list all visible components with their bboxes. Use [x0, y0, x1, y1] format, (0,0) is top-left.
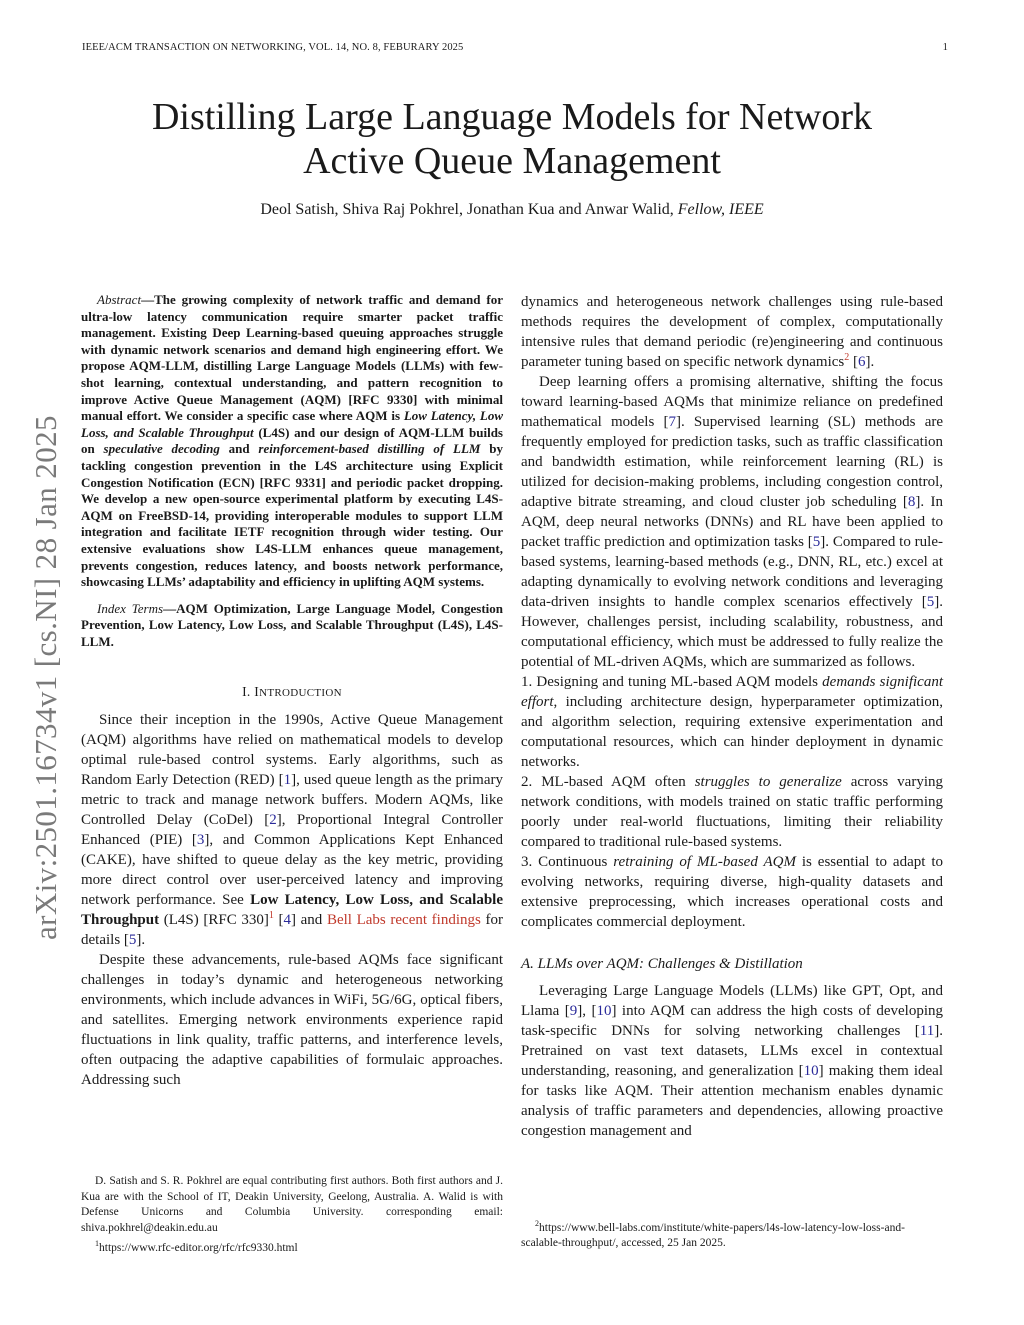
- citation-link[interactable]: 11: [919, 1023, 935, 1039]
- arxiv-identifier: arXiv:2501.16734v1 [cs.NI] 28 Jan 2025: [28, 415, 63, 940]
- citation-link[interactable]: 8: [907, 494, 916, 510]
- author-list: [60, 201, 964, 219]
- index-terms-label: Index Terms: [97, 600, 164, 616]
- footnote-marker[interactable]: 2: [844, 352, 850, 363]
- paragraph-text: ]. In AQM, deep neural networks (DNNs) and RL have been applied to packet traffic prediction and optimization tasks [: [521, 494, 943, 550]
- section-numeral: I. I: [242, 684, 260, 700]
- footnote-url[interactable]: https://www.rfc-editor.org/rfc/rfc9330.html: [99, 1241, 298, 1254]
- paragraph-text: ], and Common Applications Kept Enhanced (CAKE), have shifted to queue delay as the key metric, providing more direct control over user-perceived latency and improving network performance. See: [81, 832, 503, 909]
- title-line-2: Active Queue Management: [303, 140, 721, 182]
- citation-link[interactable]: 7: [668, 414, 676, 430]
- citation-link[interactable]: 9: [569, 1003, 578, 1019]
- citation-link[interactable]: 10: [803, 1063, 819, 1079]
- right-footnotes: [521, 1216, 943, 1252]
- paragraph-text: (L4S) [RFC 330]: [159, 912, 269, 929]
- citation-link[interactable]: 3: [196, 832, 205, 849]
- right-paragraph-1: [521, 292, 943, 372]
- paragraph-text: ], [: [577, 1003, 597, 1019]
- left-column: [81, 292, 503, 1090]
- paragraph-text: Deep learning offers a promising alternative, shifting the focus toward learning-based AQMs that minimize reliance on predefined mathematical models [: [521, 374, 943, 430]
- index-terms: [81, 601, 503, 651]
- footnote-url[interactable]: https://www.bell-labs.com/institute/white-papers/l4s-low-latency-low-loss-and-scalable-throughput/, accessed, 25 Jan 2025.: [521, 1221, 905, 1250]
- list-text: 1. Designing and tuning ML-based AQM models: [521, 674, 823, 690]
- list-text: 3. Continuous: [521, 854, 614, 870]
- running-title: IEEE/ACM TRANSACTION ON NETWORKING, VOL. 14, NO. 8, FEBURARY 2025: [82, 42, 464, 53]
- intro-paragraph-1: [81, 710, 503, 950]
- list-text: is essential to adapt to evolving networks, requiring diverse, high-quality datasets and extensive preprocessing, which increases operational costs and complicates commercial deployment.: [521, 854, 943, 930]
- paragraph-text: ]. However, challenges persist, including scalability, robustness, and computational efficiency, which must be addressed to fully realize the potential of ML-driven AQMs, which are summarized as follows.: [521, 594, 943, 670]
- paragraph-text: ], Proportional Integral Controller Enhanced (PIE) [: [81, 812, 503, 849]
- abstract-emphasis: speculative decoding: [103, 441, 220, 457]
- footnote-number: 1: [95, 1239, 99, 1248]
- paragraph-text: ], used queue length as the primary metric to track and manage network buffers. Modern AQMs, like Controlled Delay (CoDel) [: [81, 772, 503, 829]
- index-terms-text: —AQM Optimization, Large Language Model, Congestion Prevention, Low Latency, Low Loss, and Scalable Throughput (L4S), L4S-LLM.: [81, 600, 503, 649]
- intro-paragraph-2: Despite these advancements, rule-based AQMs face significant challenges in today’s dynamic and heterogeneous networking environments, which include advances in WiFi, 5G/6G, optical fibers, and satellites. Emerging network environments experience rapid fluctuations in link quality, traffic patterns, and interference levels, often outpacing the adaptive capabilities of formulaic approaches. Addressing such: [81, 952, 503, 1089]
- paragraph-text: [: [849, 354, 858, 370]
- paragraph-text: ]. Pretrained on vast text datasets, LLMs excel in contextual understanding, reasoning, and generalization [: [521, 1023, 943, 1079]
- paragraph-text: ] and: [291, 912, 327, 929]
- list-text: 2. ML-based AQM often: [521, 774, 695, 790]
- challenge-item-3: [521, 852, 943, 932]
- abstract-text: by tackling congestion prevention in the L4S architecture using Explicit Congestion Notification (ECN) [RFC 9331] and periodic packet dropping. We develop a new open-source experimental platform by executing L4S-AQM on FreeBSD-14, providing interoperable modules to support LLM integration and facilitate IETF recognition through wider testing. Our extensive evaluations show L4S-LLM enhances queue management, prevents congestion, reduces latency, and boosts network performance, showcasing LLMs’ adaptability and efficiency in uplifting AQM systems.: [81, 441, 503, 590]
- citation-link[interactable]: 6: [857, 354, 866, 370]
- paragraph-text: for details [: [81, 912, 503, 949]
- citation-link[interactable]: 1: [283, 772, 292, 789]
- abstract-text: —The growing complexity of network traffic and demand for ultra-low latency communication require smarter packet traffic management. Existing Deep Learning-based queuing approaches struggle with dynamic network scenarios and demand high engineering effort. We propose AQM-LLM, distilling Large Language Models (LLMs) with few-shot learning, contextual understanding, and pattern recognition to improve Active Queue Management (AQM) [RFC 9330] with minimal manual effort. We consider a specific case where AQM is: [81, 292, 503, 424]
- section-heading-introduction: [81, 684, 503, 700]
- citation-link[interactable]: 4: [283, 912, 292, 929]
- abstract-text: and: [219, 441, 259, 457]
- paragraph-text: ] into AQM can address the high costs of developing task-specific DNNs for solving networking challenges [: [521, 1003, 943, 1039]
- paragraph-text: ].: [136, 932, 146, 949]
- paper-title: [60, 95, 964, 183]
- abstract-text: (L4S) and our design of AQM-LLM builds on: [81, 424, 503, 457]
- footnote-1: [81, 1236, 503, 1256]
- bell-labs-link[interactable]: Bell Labs recent findings: [326, 912, 481, 929]
- citation-link[interactable]: 10: [596, 1003, 612, 1019]
- paragraph-text: ]. Supervised learning (SL) methods are frequently employed for prediction tasks, such as traffic classification and bandwidth estimation, while reinforcement learning (RL) is utilized for decision-making problems, including congestion control, adaptive bitrate streaming, and cloud cluster job scheduling [: [521, 414, 944, 510]
- challenge-item-1: [521, 672, 943, 772]
- list-emphasis: struggles to generalize: [694, 774, 842, 790]
- author-footnotes: [81, 1174, 503, 1256]
- paragraph-text: dynamics and heterogeneous network challenges using rule-based methods requires the development of complex, computationally intensive rules that demand periodic (re)engineering and continuous parameter tuning based on specific network dynamics: [521, 294, 943, 370]
- author-names: Deol Satish, Shiva Raj Pokhrel, Jonathan Kua and Anwar Walid,: [260, 201, 674, 218]
- paragraph-text: ].: [865, 354, 875, 370]
- footnote-2: [521, 1216, 943, 1252]
- abstract-label: Abstract: [97, 292, 142, 307]
- list-text: across varying network conditions, with models trained on static traffic performing poorly under real-world fluctuations, limiting their reliability compared to traditional rule-based systems.: [521, 774, 943, 850]
- list-emphasis: demands significant effort: [521, 674, 943, 710]
- paragraph-text: [: [273, 912, 284, 929]
- right-paragraph-3: [521, 981, 943, 1141]
- section-title: NTRODUCTION: [259, 687, 342, 700]
- subsection-heading: A. LLMs over AQM: Challenges & Distillation: [521, 956, 803, 972]
- abstract-emphasis: reinforcement-based distilling of LLM: [258, 441, 481, 457]
- author-affiliation-note: D. Satish and S. R. Pokhrel are equal contributing first authors. Both first authors and J. Kua are with the School of IT, Deakin University, Geelong, Australia. A. Walid is with Defense Unicorns and Columbia University. corresponding email: shiva.pokhrel@deakin.edu.au: [81, 1175, 503, 1234]
- paragraph-text: Since their inception in the 1990s, Active Queue Management (AQM) algorithms have relied on mathematical models to develop optimal rule-based control systems. Early algorithms, such as Random Early Detection (RED) [: [81, 712, 503, 789]
- paragraph-text: Leveraging Large Language Models (LLMs) like GPT, Opt, and Llama [: [521, 983, 943, 1019]
- right-paragraph-2: [521, 372, 943, 672]
- footnote-number: 2: [535, 1219, 539, 1228]
- paragraph-text: ]. Compared to rule-based systems, learning-based methods (e.g., DNN, RL, etc.) excel at adapting dynamically to evolving network conditions and leveraging data-driven insights to handle complex scenarios effectively [: [521, 534, 943, 610]
- running-head: [82, 42, 948, 53]
- abstract: [81, 292, 503, 591]
- title-line-1: Distilling Large Language Models for Network: [151, 96, 873, 138]
- abstract-emphasis: Low Latency, Low Loss, and Scalable Throughput: [81, 408, 504, 440]
- bold-term: Low Latency, Low Loss, and Scalable Throughput: [81, 892, 503, 929]
- footnote-marker[interactable]: 1: [268, 910, 274, 922]
- citation-link[interactable]: 5: [128, 932, 137, 949]
- right-column: [521, 292, 943, 1141]
- page-number: 1: [942, 42, 948, 53]
- paragraph-text: ] making them ideal for tasks like AQM. Their attention mechanism enables dynamic analysis of traffic parameters and dependencies, allowing proactive congestion management and: [521, 1063, 943, 1139]
- citation-link[interactable]: 2: [269, 812, 277, 829]
- list-text: , including architecture design, hyperparameter optimization, and algorithm selection, requiring extensive experimentation and computational resources, which can hinder deployment in dynamic networks.: [521, 694, 943, 770]
- challenge-item-2: [521, 772, 943, 852]
- list-emphasis: retraining of ML-based AQM: [613, 854, 796, 870]
- author-suffix: Fellow, IEEE: [677, 201, 764, 218]
- citation-link[interactable]: 5: [812, 534, 821, 550]
- citation-link[interactable]: 5: [926, 594, 935, 610]
